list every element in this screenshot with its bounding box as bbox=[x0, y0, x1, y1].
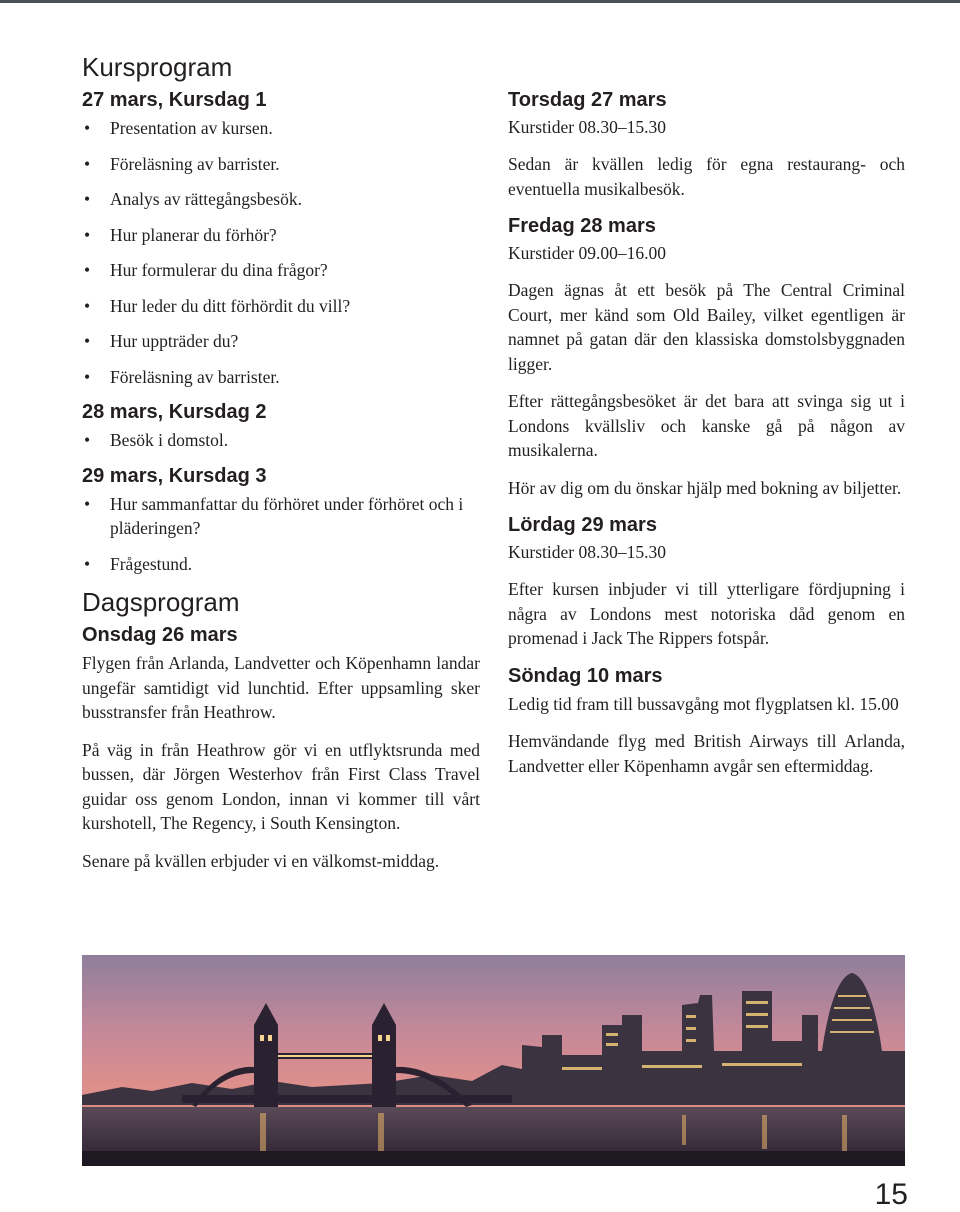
day3-heading: 29 mars, Kursdag 3 bbox=[82, 464, 267, 487]
page-number: 15 bbox=[874, 1178, 908, 1211]
list-item: • Presentation av kursen. bbox=[82, 116, 480, 141]
left-column bbox=[82, 52, 480, 886]
fredag-paragraph-3: Hör av dig om du önskar hjälp med bokning av biljetter. bbox=[508, 477, 902, 498]
list-item: • Hur planerar du förhör? bbox=[82, 223, 480, 248]
torsdag-paragraph-1: Sedan är kvällen ledig för egna restaurang- och eventuella musikalbesök. bbox=[508, 154, 905, 199]
list-item: • Föreläsning av barrister. bbox=[82, 152, 480, 177]
list-item: • Besök i domstol. bbox=[82, 428, 480, 453]
onsdag-heading: Onsdag 26 mars bbox=[82, 624, 238, 646]
list-item: • Hur formulerar du dina frågor? bbox=[82, 258, 480, 283]
top-rule bbox=[0, 0, 960, 3]
list-item: • Frågestund. bbox=[82, 552, 480, 577]
list-item: • Föreläsning av barrister. bbox=[82, 365, 480, 390]
fredag-paragraph-2: Efter rättegångsbesöket är det bara att svinga sig ut i Londons kvällsliv och kanske gå på någon av musikalerna. bbox=[508, 391, 905, 460]
day2-list bbox=[82, 428, 480, 453]
sondag-paragraph-2: Hemvändande flyg med British Airways till Arlanda, Landvetter eller Köpenhamn avgår sen eftermiddag. bbox=[508, 731, 905, 776]
list-item: • Hur sammanfattar du förhöret under förhöret och i pläderingen? bbox=[82, 492, 480, 541]
dagsprogram-title: Dagsprogram bbox=[82, 587, 240, 617]
lordag-heading: Lördag 29 mars bbox=[508, 514, 657, 536]
day1-heading: 27 mars, Kursdag 1 bbox=[82, 89, 267, 111]
list-item: • Hur uppträder du? bbox=[82, 329, 480, 354]
fredag-kurstider: Kurstider 09.00–16.00 bbox=[508, 243, 666, 263]
sondag-paragraph-1: Ledig tid fram till bussavgång mot flygplatsen kl. 15.00 bbox=[508, 693, 899, 714]
london-skyline-photo bbox=[82, 955, 905, 1166]
sondag-heading: Söndag 10 mars bbox=[508, 664, 663, 687]
fredag-heading: Fredag 28 mars bbox=[508, 215, 656, 237]
fredag-paragraph-1: Dagen ägnas åt ett besök på The Central Criminal Court, mer känd som Old Bailey, vilket egentligen är namnet på gatan där den klassiska domstolsbyggnaden ligger. bbox=[508, 280, 905, 374]
torsdag-kurstider: Kurstider 08.30–15.30 bbox=[508, 117, 666, 137]
torsdag-heading: Torsdag 27 mars bbox=[508, 89, 667, 111]
day1-list bbox=[82, 116, 480, 389]
day2-heading: 28 mars, Kursdag 2 bbox=[82, 401, 267, 423]
day3-list bbox=[82, 492, 480, 577]
lordag-paragraph-1: Efter kursen inbjuder vi till ytterligare fördjupning i några av Londons mest notoriska dåd genom en promenad i Jack The Rippers fotspår. bbox=[508, 579, 905, 648]
list-item: • Analys av rättegångsbesök. bbox=[82, 187, 480, 212]
onsdag-paragraph-1: Flygen från Arlanda, Landvetter och Köpenhamn landar ungefär samtidigt vid lunchtid. Efter uppsamling sker busstransfer från Heathrow. bbox=[82, 653, 480, 722]
right-column bbox=[508, 88, 905, 791]
kursprogram-title: Kursprogram bbox=[82, 52, 233, 82]
list-item: • Hur leder du ditt förhördit du vill? bbox=[82, 294, 480, 319]
onsdag-paragraph-3: Senare på kvällen erbjuder vi en välkomst-middag. bbox=[82, 850, 440, 871]
onsdag-paragraph-2: På väg in från Heathrow gör vi en utflyktsrunda med bussen, där Jörgen Westerhov från First Class Travel guidar oss genom London, innan vi kommer till vårt kurshotell, The Regency, i South Kensington. bbox=[82, 739, 480, 833]
lordag-kurstider: Kurstider 08.30–15.30 bbox=[508, 542, 666, 562]
